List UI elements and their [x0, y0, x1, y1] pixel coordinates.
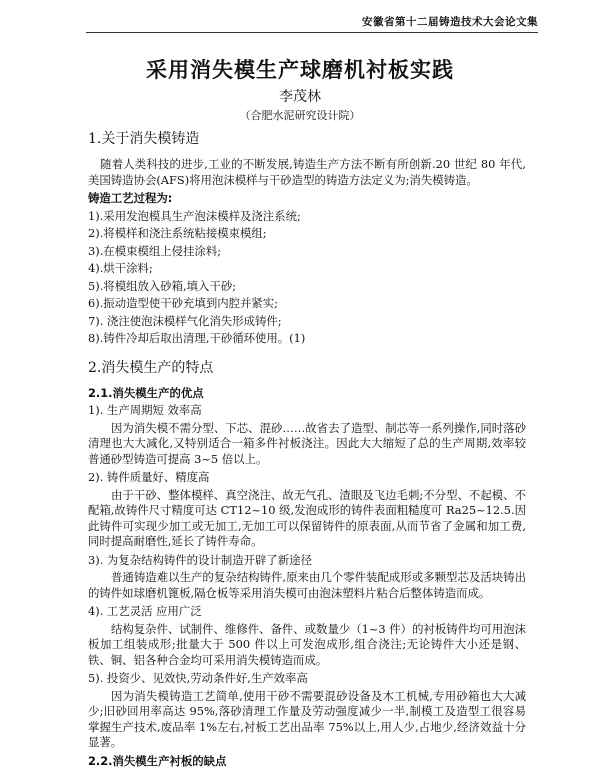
- running-header: 安徽省第十二届铸造技术大会论文集: [362, 16, 538, 28]
- section-1-paragraph: 随着人类科技的进步,工业的不断发展,铸造生产方法不断有所创新.20 世纪 80 年代,美国铸造协会(AFS)将用泡沫模样与干砂造型的铸造方法定义为;消失模铸造。: [88, 157, 526, 187]
- section-1-heading: 1.关于消失模铸造: [88, 131, 200, 147]
- advantage-text: 普通铸造难以生产的复杂结构铸件,原来由几个零件装配成形或多颗型芯及活块铸出的铸件如球磨机篦板,隔仓板等采用消失模可由泡沫塑料片粘合后整体铸造而成。: [88, 570, 526, 600]
- advantage-text: 由于干砂、整体模样、真空浇注、故无气孔、渣眼及飞边毛刺;不分型、不起模、不配箱,故铸件尺寸精度可达 CT12~10 级,发泡成形的铸件表面粗糙度可 Ra25~12.5.因此铸件可实现少加工或无加工,无加工可以保留铸件的原表面,从而节省了金属和加工费,同时提高耐磨性,延长了铸件寿命。: [88, 487, 526, 548]
- header-rule: [86, 32, 538, 33]
- process-step: 3).在模束模组上侵挂涂料;: [88, 243, 222, 258]
- advantage-title: 4). 工艺灵活 应用广泛: [88, 604, 202, 618]
- process-steps: [88, 209, 526, 347]
- advantage-text: 因为消失模不需分型、下芯、混砂……故省去了造型、制芯等一系列操作,同时落砂清理也大大减化,又特别适合一箱多件衬板浇注。因此大大缩短了总的生产周期,效率较普通砂型铸造可提高 3~5 倍以上。: [88, 420, 526, 466]
- advantage-title: 5). 投资少、见效快,劳动条件好,生产效率高: [88, 671, 308, 685]
- subsection-2-2-heading: 2.2.消失模生产衬板的缺点: [88, 753, 227, 768]
- paper-title: 采用消失模生产球磨机衬板实践: [146, 58, 454, 82]
- process-step: 4).烘干涂料;: [88, 261, 153, 275]
- process-step: 5).将模组放入砂箱,填入干砂;: [88, 278, 237, 293]
- process-step: 8).铸件冷却后取出清理,干砂循环使用。(1): [88, 331, 306, 345]
- advantage-title: 1). 生产周期短 效率高: [88, 403, 202, 417]
- advantage-text: 结构复杂件、试制件、维修件、备件、或数量少（1~3 件）的衬板铸件均可用泡沫板加工组装成形;批量大于 500 件以上可发泡成形,组合浇注;无论铸件大小还是钢、铁、铜、铝各种合金均可采用消失模铸造而成。: [88, 621, 526, 667]
- advantage-text: 因为消失模铸造工艺简单,使用干砂不需要混砂设备及木工机械,专用砂箱也大大减少;旧砂回用率高达 95%,落砂清理工作量及劳动强度减少一半,制模工及造型工很容易掌握生产技术,废品率 1%左右,衬板工艺出品率 75%以上,用人少,占地少,经济效益十分显著。: [88, 688, 526, 749]
- advantage-title: 3). 为复杂结构铸件的设计制造开辟了新途径: [88, 552, 312, 567]
- process-step: 6).振动造型使干砂充填到内腔并紧实;: [88, 296, 279, 310]
- section-2-heading: 2.消失模生产的特点: [88, 359, 214, 376]
- process-title: 铸造工艺过程为:: [88, 191, 173, 205]
- author-affiliation: （合肥水泥研究设计院）: [239, 109, 361, 122]
- body-text: [88, 126, 526, 771]
- process-step: 7). 浇注使泡沫模样气化消失形成铸件;: [88, 313, 282, 328]
- process-step: 1).采用发泡模具生产泡沫模样及浇注系统;: [88, 208, 301, 223]
- advantage-title: 2). 铸件质量好、精度高: [88, 470, 210, 484]
- subsection-2-1-heading: 2.1.消失模生产的优点: [88, 385, 204, 400]
- author-name: 李茂林: [279, 89, 321, 105]
- process-step: 2).将模样和浇注系统粘接模束模组;: [88, 226, 267, 240]
